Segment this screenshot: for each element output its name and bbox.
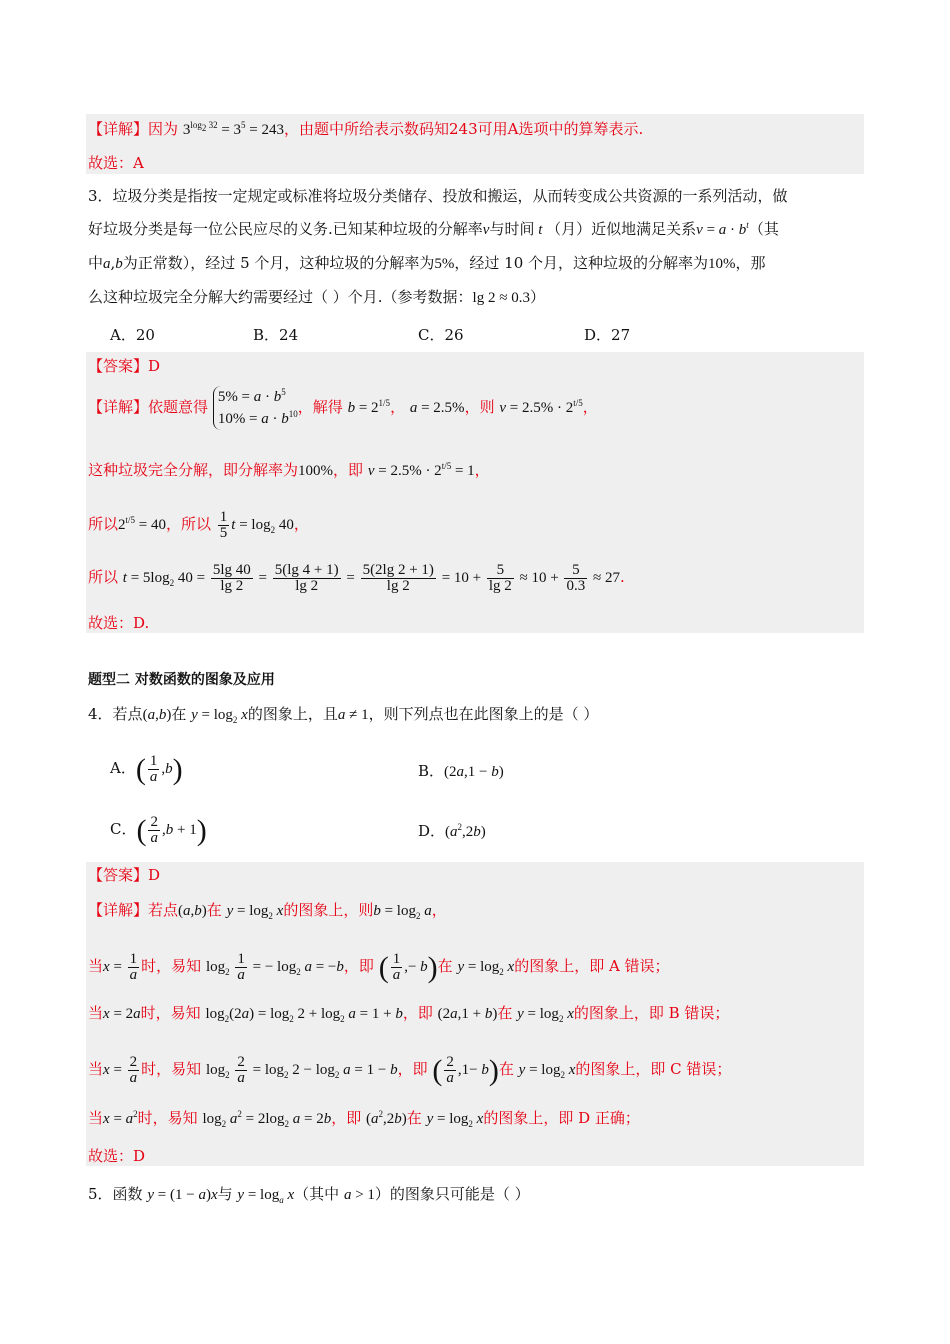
option-c: C．( $\frac{2}{a}$ ,b + 1) bbox=[110, 813, 207, 847]
question-3-line-2: 好垃圾分类是每一位公民应尽的义务.已知某种垃圾的分解率v与时间 t （月）近似地满足关系$v = a \cdot b^t$（其 bbox=[88, 220, 779, 238]
answer-line: 【答案】D bbox=[88, 357, 161, 375]
choose-line: 故选：D. bbox=[88, 614, 150, 632]
question-4-stem: 4．若点(a,b)在 $y = \log_2 x$的图象上，且a ≠ 1，则下列点也在此图象上的是（ ） bbox=[88, 705, 599, 725]
detail-line: 所以 $t = 5\log_2$ 40 = $\frac{5\lg 40}{\lg 2}$ = $\frac{5(\lg 4 + 1)}{\lg 2}$ = $\frac{5(2\lg 2 + 1)}{\lg 2}$ = 10 + $\frac{5}{\lg 2}$ ≈ 10 + $\frac{5}{0.3}$ ≈ 27. bbox=[88, 562, 625, 594]
option-a: A．20 bbox=[110, 326, 155, 344]
option-d: D．$(a^2,2b)$ bbox=[418, 822, 486, 840]
detail-line: 【详解】依题意得 $5\% = a \cdot b^5$ $10\% = a \cdot b^{10}$ ，解得 $b = 2^{1/5}$， a = 2.5%，则 $v = 2.5\% \cdot 2^{t/5}$， bbox=[88, 386, 598, 430]
math-expression: $3^{log_2 32} = 3^5 = 243$ bbox=[182, 120, 285, 138]
question-3-line-1: 3．垃圾分类是指按一定规定或标准将垃圾分类储存、投放和搬运，从而转变成公共资源的一系列活动，做 bbox=[88, 187, 788, 205]
option-d: D．27 bbox=[584, 326, 631, 344]
detail-line-c: 当x = $\frac{2}{a}$ 时，易知 $\log_2$ $\frac{2}{a}$ = $\log_2 2 - \log_2 a = 1 - b$，即 ( $\frac{2}{a}$ ,1− b)在 $y = \log_2 x$的图象上，即 C 错误； bbox=[88, 1053, 732, 1087]
option-c: C．26 bbox=[418, 326, 464, 344]
option-b: B．(2a,1 − b) bbox=[418, 762, 504, 780]
detail-line: 这种垃圾完全分解，即分解率为100%，即 $v = 2.5\% \cdot 2^{t/5} = 1$， bbox=[88, 461, 490, 479]
option-a: A．( $\frac{1}{a}$ ,b) bbox=[110, 752, 183, 786]
choose-line: 故选：A bbox=[88, 154, 144, 172]
choose-line: 故选：D bbox=[88, 1147, 146, 1165]
question-5-stem: 5．函数 y = (1 − a)x与 $y = \log_a x$（其中 a > 1）的图象只可能是（ ） bbox=[88, 1185, 530, 1205]
equation-system: $5\% = a \cdot b^5$ $10\% = a \cdot b^{10}$ bbox=[213, 386, 298, 430]
question-3-line-3: 中a,b为正常数），经过 5 个月，这种垃圾的分解率为5%，经过 10 个月，这种垃圾的分解率为10%，那 bbox=[88, 254, 766, 272]
math-expression: $v = a \cdot b^t$ bbox=[696, 220, 749, 238]
option-b: B．24 bbox=[253, 326, 299, 344]
detail-line-d: 当$x = a^2$时，易知 $\log_2 a^2 = 2\log_2$ a = 2b，即 $(a^2,2b)$在 $y = \log_2 x$的图象上，即 D 正确； bbox=[88, 1109, 640, 1129]
detail-line-b: 当x = 2a时，易知 $\log_2(2a) = \log_2 2 + \log_2 a = 1 + b$，即 (2a,1 + b)在 $y = \log_2 x$的图象上，即 B 错误； bbox=[88, 1004, 730, 1024]
math-expression: $t = 5\log_2$ 40 = $\frac{5\lg 40}{\lg 2}$ = $\frac{5(\lg 4 + 1)}{\lg 2}$ = $\frac{5(2\lg 2 + 1)}{\lg 2}$ = 10 + $\frac{5}{\lg 2}$ ≈ 10 + $\frac{5}{0.3}$ ≈ 27 bbox=[122, 562, 620, 594]
detail-line: 【详解】若点(a,b)在 $y = \log_2 x$的图象上，则$b = \log_2 a$， bbox=[88, 901, 447, 921]
answer-line: 【答案】D bbox=[88, 866, 161, 884]
detail-line: 所以$2^{t/5} = 40$，所以 $\frac{1}{5}$ $t = \log_2 40$， bbox=[88, 509, 309, 541]
detail-line-a: 当x = $\frac{1}{a}$ 时，易知 $\log_2$ $\frac{1}{a}$ = − $\log_2 a = -b$，即 ( $\frac{1}{a}$ ,− b)在 $y = \log_2 x$的图象上，即 A 错误； bbox=[88, 950, 670, 984]
detail-line: 【详解】因为 $3^{log_2 32} = 3^5 = 243$，由题中所给表示数码知243可用A选项中的算筹表示. bbox=[88, 120, 644, 138]
question-3-line-4: 么这种垃圾完全分解大约需要经过（ ）个月.（参考数据：lg 2 ≈ 0.3） bbox=[88, 288, 545, 306]
section-title: 题型二 对数函数的图象及应用 bbox=[88, 672, 275, 688]
